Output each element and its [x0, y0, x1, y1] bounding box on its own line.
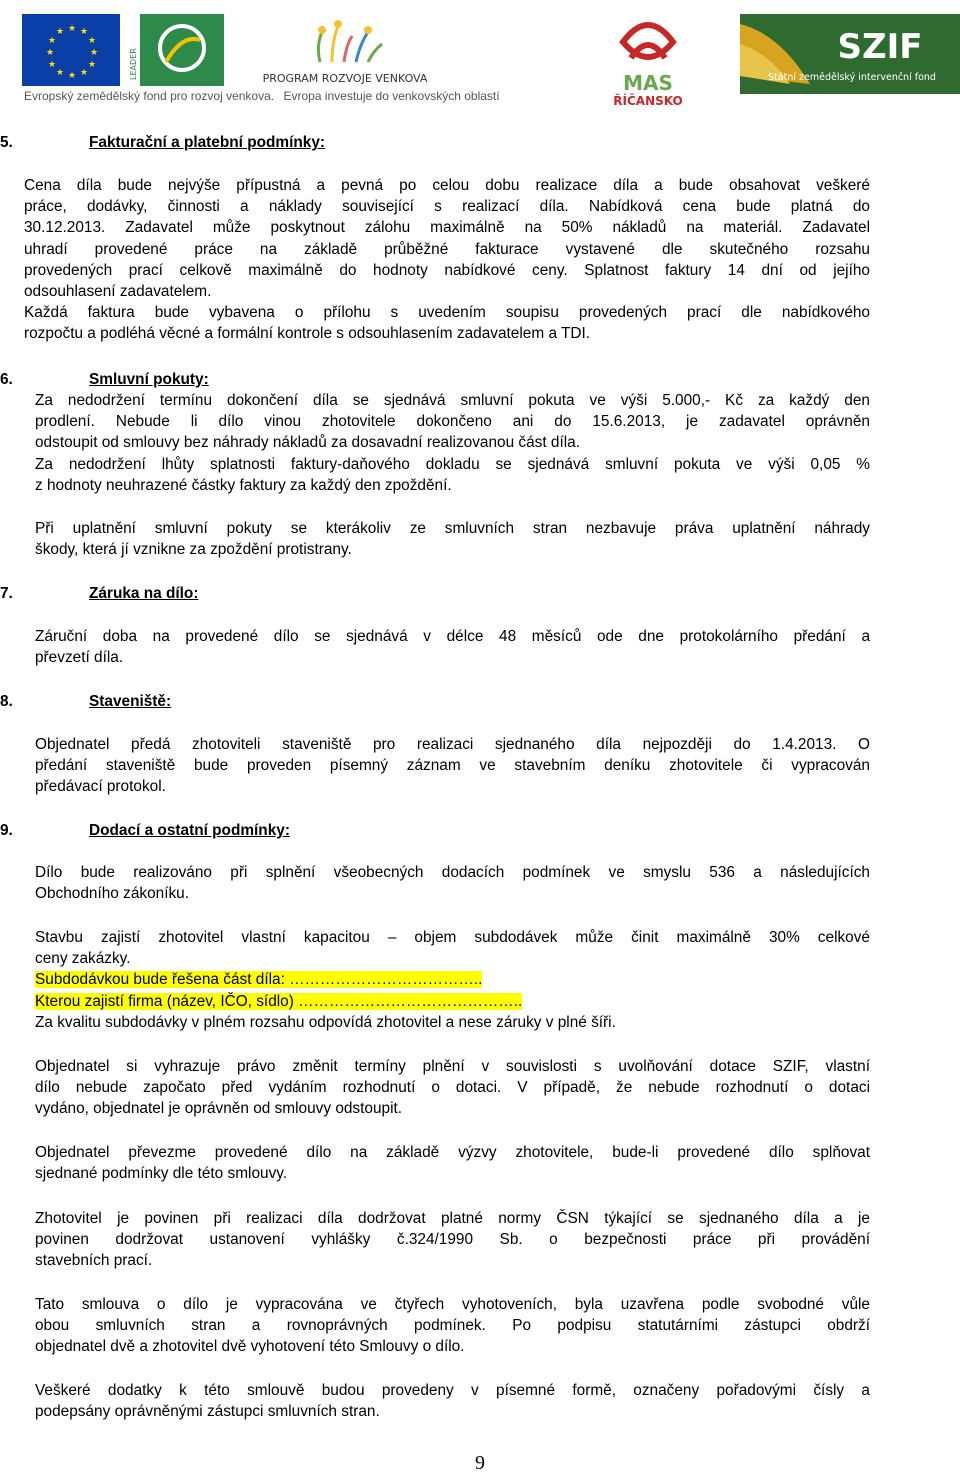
highlighted-subcontract-part: Subdodávkou bude řešena část díla: ………………………………..	[35, 971, 483, 989]
section-8-number: 8.	[0, 693, 13, 710]
leader-text: LEADER	[129, 48, 138, 80]
text-line: dílo nebude započato před vydáním rozhodnutí o dotaci. V případě, že nebude rozhodnutí o dotaci	[35, 1079, 870, 1097]
section-5-number: 5.	[0, 134, 13, 151]
section-9-para-7	[35, 1380, 870, 1422]
header-logos	[0, 0, 960, 108]
svg-text:★: ★	[48, 36, 57, 46]
text-line: Veškeré dodatky k této smlouvě budou provedeny v písemné formě, označeny pořadovými čísly a	[35, 1382, 870, 1399]
svg-text:★: ★	[56, 68, 65, 78]
svg-text:★: ★	[90, 48, 99, 58]
text-line: Stavbu zajistí zhotovitel vlastní kapacitou – objem subdodávek může činit maximálně 30% celkové	[35, 929, 870, 946]
section-9-para-4	[35, 1142, 870, 1184]
szif-logo	[740, 14, 960, 94]
section-7-title: Záruka na dílo:	[89, 585, 199, 602]
text-line: odsouhlasení zadavatelem.	[24, 283, 212, 301]
mas-text: MAS	[623, 71, 673, 95]
text-line: prodlení. Nebude li dílo vinou zhotovitele dokončeno ani do 15.6.2013, je zadavatel oprávněn	[35, 413, 870, 431]
text-line: Objednatel převezme provedené dílo na základě výzvy zhotovitele, bude-li provedené dílo splňovat	[35, 1144, 870, 1161]
text-line: uhradí provedené práce na základě průběžné fakturace vystavené dle skutečného rozsahu	[24, 240, 870, 258]
text-line: sjednané podmínky dle této smlouvy.	[35, 1165, 288, 1183]
section-5-text	[24, 175, 870, 345]
text-line: škody, která jí vznikne za zpoždění protistrany.	[35, 541, 352, 559]
section-9-para-1	[35, 862, 870, 904]
section-9-para-2	[35, 927, 870, 1033]
text-line: 30.12.2013. Zadavatel může poskytnout zálohu maximálně na 50% nákladů na materiál. Zadavatel	[24, 219, 870, 237]
ricansko-text: ŘÍČANSKO	[613, 94, 683, 108]
section-6-title: Smluvní pokuty:	[89, 371, 209, 388]
svg-text:★: ★	[68, 24, 77, 34]
text-line: povinen dodržovat ustanovení vyhlášky č.324/1990 Sb. o bezpečnosti práce při provádění	[35, 1231, 870, 1249]
svg-text:★: ★	[46, 48, 55, 58]
svg-text:★: ★	[80, 68, 89, 78]
text-line: Dílo bude realizováno při splnění všeobecných dodacích podmínek ve smyslu 536 a následujících	[35, 864, 870, 881]
text-line: Každá faktura bude vybavena o přílohu s uvedením soupisu provedených prací dle nabídkového	[24, 304, 870, 322]
section-9-number: 9.	[0, 822, 13, 839]
leader-logo	[126, 14, 224, 86]
highlighted-subcontract-firm: Kterou zajistí firma (název, IČO, sídlo) ……………………………………..	[35, 992, 523, 1010]
text-line: rozpočtu a podléhá věcné a formální kontrole s odsouhlasením zadavatelem a TDI.	[24, 325, 591, 343]
prv-text: PROGRAM ROZVOJE VENKOVA	[262, 72, 428, 85]
text-line: práce, dodávky, činnosti a náklady související s realizací díla. Nabídková cena bude platná do	[24, 198, 870, 216]
text-line: stavebních prací.	[35, 1252, 153, 1270]
text-line: Za kvalitu subdodávky v plném rozsahu odpovídá zhotovitel a nese záruky v plné šíři.	[35, 1013, 616, 1031]
caption-left: Evropský zemědělský fond pro rozvoj venkova.	[24, 89, 275, 103]
text-line: vydáno, objednatel je oprávněn od smlouvy odstoupit.	[35, 1100, 403, 1118]
text-line: Obchodního zákoníku.	[35, 885, 190, 903]
svg-text:★: ★	[80, 27, 89, 37]
text-line: podepsány oprávněnými zástupci smluvních stran.	[35, 1403, 380, 1421]
section-9-para-5	[35, 1208, 870, 1272]
caption-right: Evropa investuje do venkovských oblastí	[283, 89, 500, 103]
mas-logo	[603, 12, 693, 108]
section-8-text	[35, 734, 870, 798]
text-line: Tato smlouva o dílo je vypracována ve čtyřech vyhotoveních, byla uzavřena podle svobodné vůle	[35, 1296, 870, 1313]
text-line: převzetí díla.	[35, 649, 124, 667]
text-line: Objednatel si vyhrazuje právo změnit termíny plnění v souvislosti s uvolňování dotace SZIF, vlastní	[35, 1058, 870, 1075]
text-line: obou smluvních stran a rovnoprávných podmínek. Po podpisu statutárními zástupci obdrží	[35, 1317, 870, 1335]
section-9-para-6	[35, 1294, 870, 1358]
text-line: Záruční doba na provedené dílo se sjednává v délce 48 měsíců ode dne protokolárního předání a	[35, 628, 870, 645]
prv-logo	[240, 6, 450, 92]
text-line: předávací protokol.	[35, 778, 166, 796]
text-line: odstoupit od smlouvy bez náhrady nákladů za dosavadní realizovanou část díla.	[35, 434, 580, 452]
header-caption	[24, 89, 500, 103]
svg-text:★: ★	[88, 36, 97, 46]
text-line: objednatel dvě a zhotovitel dvě vyhotovení této Smlouvy o dílo.	[35, 1338, 465, 1356]
text-line: předání staveniště bude proveden písemný záznam ve stavebním deníku zhotovitele či vypracován	[35, 757, 870, 775]
text-line: Cena díla bude nejvýše přípustná a pevná po celou dobu realizace díla a bude obsahovat veškeré	[24, 177, 870, 194]
svg-text:★: ★	[88, 60, 97, 70]
svg-text:★: ★	[68, 71, 77, 81]
section-7-text	[35, 626, 870, 668]
section-5-title: Fakturační a platební podmínky:	[89, 134, 326, 151]
szif-text: SZIF	[837, 27, 923, 67]
text-line: Za nedodržení lhůty splatnosti faktury-daňového dokladu se sjednává smluvní pokuta ve výši 0,05 %	[35, 455, 870, 473]
eu-flag-logo	[22, 14, 120, 86]
section-6-text-2	[35, 518, 870, 560]
text-line: Při uplatnění smluvní pokuty se kterákoliv ze smluvních stran nezbavuje práva uplatnění náhrady	[35, 520, 870, 537]
section-8-title: Staveniště:	[89, 693, 172, 710]
text-line: z hodnoty neuhrazené částky faktury za každý den zpoždění.	[35, 476, 452, 494]
svg-text:★: ★	[56, 27, 65, 37]
text-line: Za nedodržení termínu dokončení díla se sjednává smluvní pokuta ve výši 5.000,- Kč za každý den	[35, 392, 870, 409]
section-6-text	[35, 390, 870, 496]
text-line: ceny zakázky.	[35, 950, 131, 968]
text-line: Zhotovitel je povinen při realizaci díla dodržovat platné normy ČSN týkající se sjednaného díla a je	[35, 1210, 870, 1227]
text-line: provedených prací celkově maximálně do hodnoty nabídkové ceny. Splatnost faktury 14 dní od jejího	[24, 261, 870, 279]
section-7-number: 7.	[0, 585, 13, 602]
szif-subtitle: Státní zemědělský intervenční fond	[768, 72, 936, 83]
page-number: 9	[475, 1452, 485, 1474]
text-line: Objednatel předá zhotoviteli staveniště pro realizaci sjednaného díla nejpozději do 1.4.2013. O	[35, 736, 870, 753]
section-6-number: 6.	[0, 371, 13, 388]
section-9-para-3	[35, 1056, 870, 1120]
section-9-title: Dodací a ostatní podmínky:	[89, 822, 290, 839]
svg-text:★: ★	[48, 60, 57, 70]
